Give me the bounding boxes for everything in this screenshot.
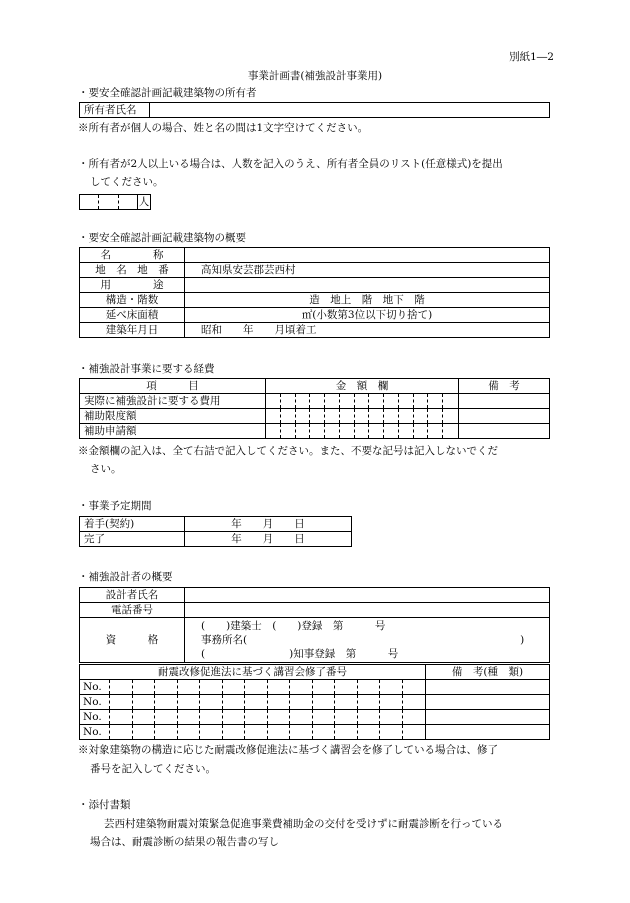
course-number-field[interactable] [80,725,426,740]
building-row-label: 用 途 [80,278,185,293]
costs-note-field[interactable] [459,394,550,409]
qualification-line-1: ( )建築士 ( )登録 第 号 [201,620,386,632]
costs-amount-field[interactable] [266,394,459,409]
building-row-label: 延べ床面積 [80,308,185,323]
designer-note-2: 番号を記入してください。 [90,763,216,775]
costs-note-2: さい。 [90,463,122,475]
course-row [80,695,550,710]
owner-heading: ・要安全確認計画記載建築物の所有者 [78,87,257,99]
course-remarks-field[interactable] [426,695,550,710]
owner-count-field[interactable] [80,195,138,210]
owner-name-label: 所有者氏名 [80,103,150,118]
owner-note: ※所有者が個人の場合、姓と名の間は1文字空けてください。 [78,122,369,134]
owner-count-table [79,194,151,210]
attachments-heading: ・添付書類 [78,799,131,811]
building-row-label: 名 称 [80,248,185,263]
building-heading: ・要安全確認計画記載建築物の概要 [78,232,246,244]
document-number: 別紙1―2 [509,51,554,63]
building-row [80,293,550,308]
course-row [80,710,550,725]
costs-note-field[interactable] [459,409,550,424]
building-row [80,308,550,323]
costs-amount-field[interactable] [266,424,459,439]
course-number-field[interactable] [80,710,426,725]
designer-phone-field[interactable] [185,603,550,618]
designer-phone-label: 電話番号 [80,603,185,618]
costs-row-label: 補助申請額 [80,424,266,439]
costs-header-amount: 金 額 欄 [266,379,459,394]
schedule-table [79,516,352,547]
qualification-line-3: ( )知事登録 第 号 [201,648,399,660]
costs-row [80,409,550,424]
building-row [80,278,550,293]
schedule-start-field[interactable]: 年 月 日 [185,517,352,532]
qualification-line-2: 事務所名( ) [201,634,525,646]
course-number-header: 耐震改修促進法に基づく講習会修了番号 [80,665,426,680]
costs-amount-field[interactable] [266,409,459,424]
costs-row [80,394,550,409]
building-row-label: 建築年月日 [80,323,185,338]
building-row [80,248,550,263]
building-table [79,247,550,338]
course-row-prefix: No. [80,680,110,694]
building-row-label: 構造・階数 [80,293,185,308]
building-structure-field[interactable]: 造 地上 階 地下 階 [185,293,550,308]
schedule-end-label: 完了 [80,532,185,547]
course-remarks-field[interactable] [426,680,550,695]
designer-note-1: ※対象建築物の構造に応じた耐震改修促進法に基づく講習会を修了している場合は、修了 [78,744,498,756]
course-remarks-header: 備 考(種 類) [426,665,550,680]
costs-row-label: 補助限度額 [80,409,266,424]
multi-owner-text-2: してください。 [90,176,164,188]
schedule-row [80,517,352,532]
building-row [80,323,550,338]
designer-name-field[interactable] [185,588,550,603]
course-remarks-field[interactable] [426,725,550,740]
document-title: 事業計画書(補強設計事業用) [247,70,383,82]
costs-header-item: 項 目 [80,379,266,394]
costs-table [79,378,550,439]
owner-count-unit: 人 [138,196,150,208]
building-use-field[interactable] [185,278,550,293]
designer-heading: ・補強設計者の概要 [78,571,173,583]
owner-table [79,102,550,118]
multi-owner-text-1: ・所有者が2人以上いる場合は、人数を記入のうえ、所有者全員のリスト(任意様式)を提出 [78,158,503,170]
schedule-heading: ・事業予定期間 [78,500,152,512]
course-row-prefix: No. [80,695,110,709]
schedule-row [80,532,352,547]
course-row-prefix: No. [80,710,110,724]
building-row [80,263,550,278]
course-table [79,664,550,740]
costs-row [80,424,550,439]
designer-name-label: 設計者氏名 [80,588,185,603]
costs-heading: ・補強設計事業に要する経費 [78,363,215,375]
schedule-end-field[interactable]: 年 月 日 [185,532,352,547]
attachments-text-2: 場合は、耐震診断の結果の報告書の写し [90,836,279,848]
course-row [80,680,550,695]
costs-row-label: 実際に補強設計に要する費用 [80,394,266,409]
costs-note-field[interactable] [459,424,550,439]
costs-note-1: ※金額欄の記入は、全て右詰で記入してください。また、不要な記号は記入しないでくだ [78,445,498,457]
course-row [80,725,550,740]
building-floor-area-field[interactable]: ㎡(小数第3位以下切り捨て) [185,308,550,323]
building-address-field[interactable]: 高知県安芸郡芸西村 [185,263,550,278]
designer-table [79,587,550,663]
schedule-start-label: 着手(契約) [80,517,185,532]
building-row-label: 地 名 地 番 [80,263,185,278]
designer-qualification-label: 資 格 [80,618,185,663]
attachments-text-1: 芸西村建築物耐震対策緊急促進事業費補助金の交付を受けずに耐震診断を行っている [104,818,503,830]
designer-qualification-field[interactable] [185,618,550,663]
course-number-field[interactable] [80,680,426,695]
course-number-field[interactable] [80,695,426,710]
course-row-prefix: No. [80,725,110,739]
building-date-field[interactable]: 昭和 年 月頃着工 [185,323,550,338]
costs-header-note: 備 考 [459,379,550,394]
course-remarks-field[interactable] [426,710,550,725]
owner-name-field[interactable] [150,103,550,118]
building-name-field[interactable] [185,248,550,263]
